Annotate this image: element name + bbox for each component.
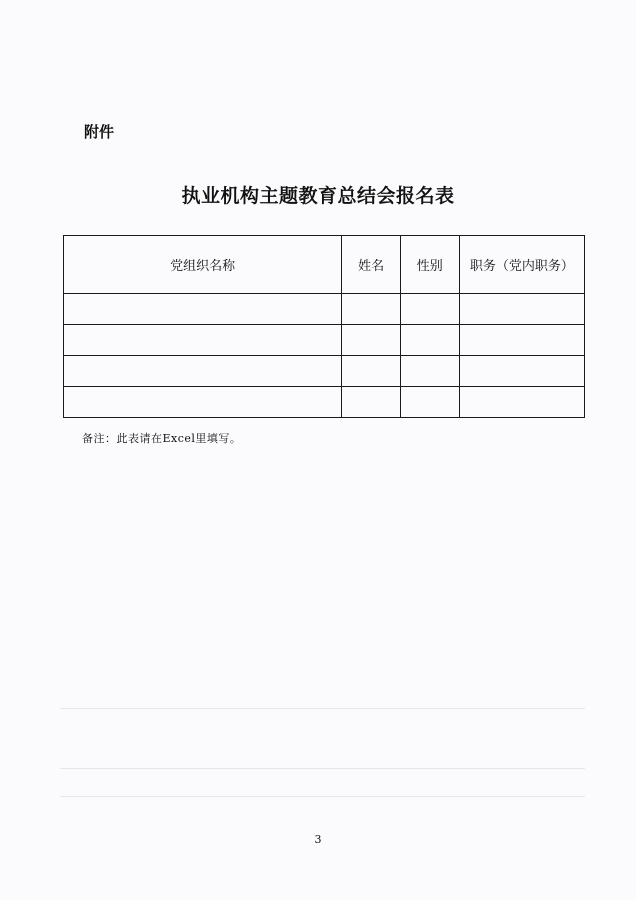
table-cell xyxy=(400,387,459,418)
table-note: 备注：此表请在Excel里填写。 xyxy=(82,432,242,445)
table-cell xyxy=(64,387,342,418)
table-cell xyxy=(64,356,342,387)
table-row xyxy=(64,356,585,387)
table-row xyxy=(64,294,585,325)
table-cell xyxy=(459,325,584,356)
header-name: 姓名 xyxy=(342,236,401,294)
table-cell xyxy=(342,294,401,325)
table-cell xyxy=(400,294,459,325)
table-cell xyxy=(459,387,584,418)
bleed-through-line xyxy=(60,708,585,709)
table-cell xyxy=(459,356,584,387)
table-row xyxy=(64,387,585,418)
table-cell xyxy=(400,325,459,356)
page-number: 3 xyxy=(314,833,322,846)
table-cell xyxy=(342,387,401,418)
table-header-row xyxy=(64,236,585,294)
table-cell xyxy=(459,294,584,325)
registration-table xyxy=(63,235,585,418)
table-cell xyxy=(64,325,342,356)
bleed-through-line xyxy=(60,796,585,797)
table-cell xyxy=(342,325,401,356)
header-gender: 性别 xyxy=(400,236,459,294)
table-cell xyxy=(400,356,459,387)
table-row xyxy=(64,325,585,356)
header-party-org-name: 党组织名称 xyxy=(64,236,342,294)
form-title: 执业机构主题教育总结会报名表 xyxy=(181,185,455,207)
attachment-label: 附件 xyxy=(84,123,115,141)
bleed-through-line xyxy=(60,768,585,769)
table-cell xyxy=(342,356,401,387)
table-cell xyxy=(64,294,342,325)
header-position: 职务（党内职务） xyxy=(459,236,584,294)
